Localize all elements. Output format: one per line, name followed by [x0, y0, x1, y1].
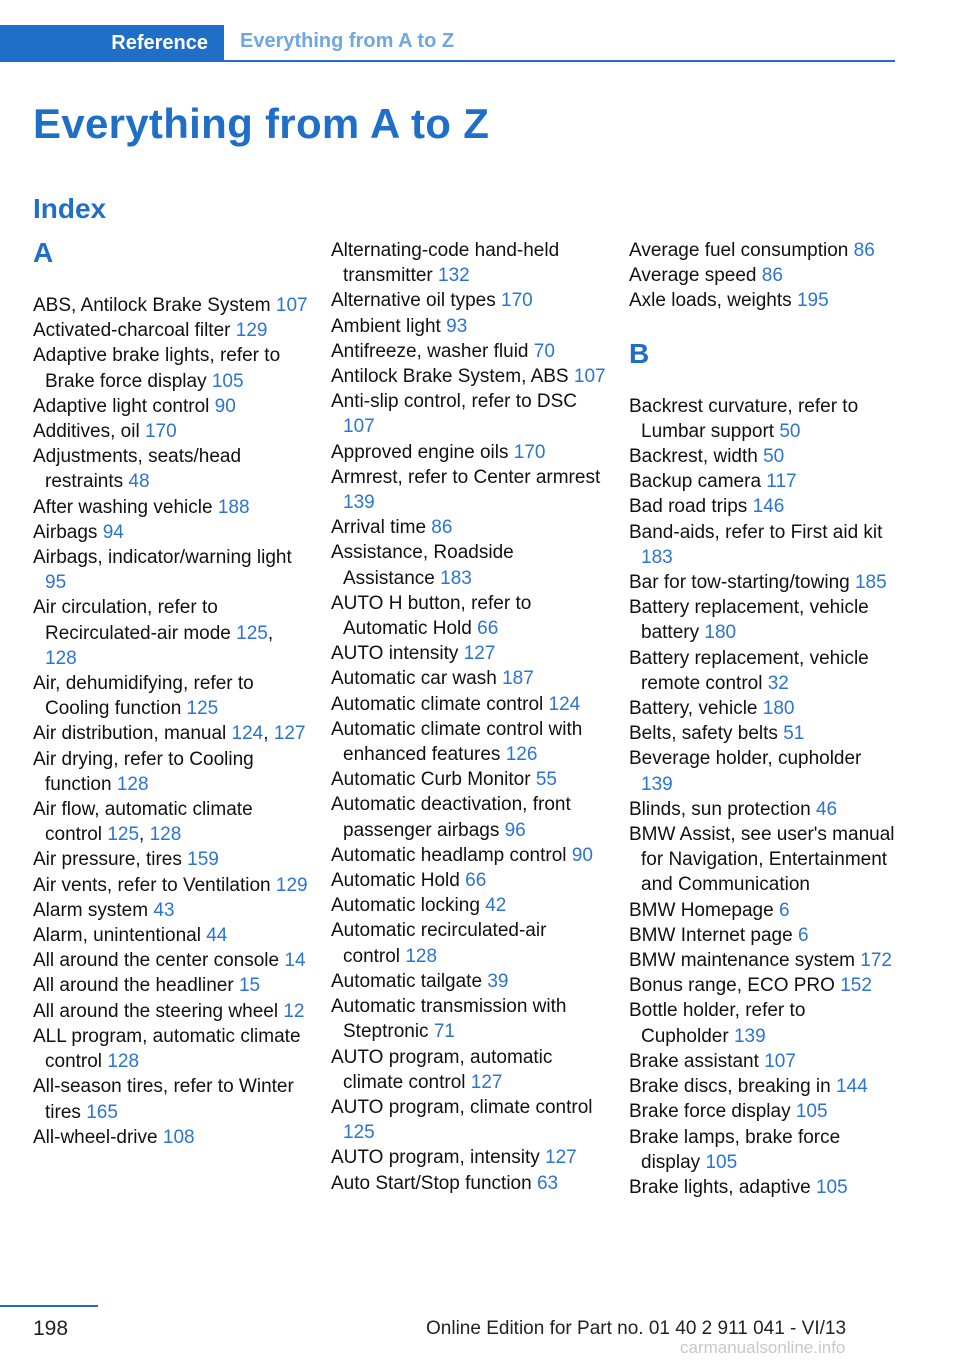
index-entry-text: All around the center console — [33, 950, 280, 972]
index-entry-text: Alternating-code hand-held transmitter — [331, 240, 560, 287]
page-ref-link[interactable]: 124 — [548, 693, 581, 715]
index-entry — [331, 1095, 606, 1145]
page-ref-link[interactable]: 32 — [767, 672, 789, 694]
page-ref-link[interactable]: 139 — [733, 1025, 766, 1047]
index-entry-text: AUTO program, intensity — [331, 1147, 540, 1169]
page-ref-link[interactable]: 66 — [477, 618, 499, 640]
page-ref-link[interactable]: 43 — [153, 899, 175, 921]
index-entry — [33, 444, 308, 494]
index-entry-text: Backrest, width — [629, 446, 758, 468]
section-tab-label: Reference — [111, 32, 208, 54]
index-entry — [629, 595, 897, 645]
page-ref-link[interactable]: 170 — [513, 441, 546, 463]
page-ref-link[interactable]: 129 — [235, 320, 268, 342]
page-ref-link[interactable]: 187 — [502, 668, 534, 690]
index-entry — [629, 696, 897, 721]
index-entry-text: Brake lamps, brake force display — [629, 1126, 841, 1173]
index-entry-text: Air drying, refer to Cooling function — [33, 748, 254, 795]
page-ref-link[interactable]: 183 — [641, 546, 673, 568]
header-rule — [0, 60, 895, 62]
index-entry — [629, 1175, 897, 1200]
index-entry — [331, 994, 606, 1044]
page-ref-link[interactable]: 125 — [107, 824, 140, 846]
page-ref-link[interactable]: 127 — [470, 1071, 503, 1093]
index-entry-text: After washing vehicle — [33, 496, 213, 518]
index-entry — [33, 1125, 308, 1150]
index-entry — [33, 394, 308, 419]
index-entry-text: BMW Assist, see user's manual for Navigation, Entertainment and Communication — [629, 824, 895, 896]
page-ref-link[interactable]: 195 — [796, 290, 829, 312]
index-entry-text: AUTO program, automatic climate control — [331, 1046, 553, 1093]
page-ref-link[interactable]: 50 — [763, 446, 785, 468]
page-ref-link[interactable]: 6 — [797, 924, 809, 946]
index-entry — [629, 494, 897, 519]
index-entry — [331, 918, 606, 968]
index-entry — [629, 1125, 897, 1175]
index-entry-text: Belts, safety belts — [629, 723, 778, 745]
index-entry-text: Battery, vehicle — [629, 698, 758, 720]
index-entry-text: Assistance, Roadside Assistance — [331, 542, 514, 589]
page-ref-link[interactable]: 55 — [535, 769, 557, 791]
index-entry-text: Air distribution, manual — [33, 723, 227, 745]
index-entry — [33, 923, 308, 948]
page-ref-link[interactable]: 129 — [275, 874, 308, 896]
index-entry — [629, 1099, 897, 1124]
index-entry — [331, 591, 606, 641]
page-ref-link[interactable]: 107 — [764, 1050, 796, 1072]
index-entry-text: Backup camera — [629, 471, 762, 493]
index-entry — [629, 646, 897, 696]
index-entry — [331, 314, 606, 339]
page-ref-link[interactable]: 15 — [238, 975, 261, 997]
page-ref-link[interactable]: 139 — [343, 492, 375, 514]
page-ref-link[interactable]: 86 — [761, 265, 783, 287]
page-ref-link[interactable]: 48 — [128, 471, 150, 493]
index-entry-text: All around the headliner — [33, 975, 234, 997]
index-entry-text: Airbags — [33, 521, 98, 543]
index-entry — [33, 847, 308, 872]
page-ref-link[interactable]: 90 — [571, 844, 593, 866]
index-entry-text: Bad road trips — [629, 496, 748, 518]
index-entry — [331, 767, 606, 792]
index-entry — [629, 973, 897, 998]
index-column-2 — [331, 238, 606, 1196]
index-entry — [33, 999, 308, 1024]
index-entry-text: All around the steering wheel — [33, 1000, 279, 1022]
index-entry — [331, 288, 606, 313]
index-entry-text: Average fuel consumption — [629, 240, 849, 261]
page-ref-link[interactable]: 46 — [815, 798, 838, 820]
page-ref-link[interactable]: 105 — [211, 370, 244, 392]
index-entry-text: Automatic Curb Monitor — [331, 769, 531, 791]
index-entry — [331, 515, 606, 540]
index-entry-text: Adjustments, seats/head restraints — [33, 446, 242, 493]
page-ref-link[interactable]: 107 — [275, 295, 308, 316]
index-entry — [629, 520, 897, 570]
index-entry — [629, 898, 897, 923]
index-entry — [629, 998, 897, 1048]
index-entry — [331, 440, 606, 465]
index-entry — [629, 721, 897, 746]
page-ref-link[interactable]: 146 — [752, 496, 785, 518]
index-column-3 — [629, 238, 897, 1200]
index-entry-text: AUTO program, climate control — [331, 1096, 593, 1118]
index-entry-text: Automatic Hold — [331, 870, 460, 892]
index-entry-text: Automatic climate control — [331, 693, 544, 715]
index-entry — [629, 263, 897, 288]
index-entry-text: Alarm, unintentional — [33, 925, 201, 947]
index-entry-text: Battery replacement, vehicle battery — [629, 597, 869, 644]
index-entry — [629, 822, 897, 898]
index-entry-text: Air flow, automatic climate control — [33, 799, 253, 846]
index-entry-text: Activated-charcoal filter — [33, 320, 231, 342]
page-ref-link[interactable]: 185 — [854, 572, 887, 594]
page-ref-link[interactable]: 6 — [778, 899, 790, 921]
index-entry-text: Bonus range, ECO PRO — [629, 975, 835, 997]
section-tab — [0, 25, 224, 62]
page-ref-link[interactable]: 127 — [273, 723, 306, 745]
index-entry-text: Automatic locking — [331, 895, 480, 917]
index-entry — [629, 923, 897, 948]
index-entry — [33, 948, 308, 973]
index-entry-text: Air pressure, tires — [33, 849, 182, 871]
index-entry — [331, 1045, 606, 1095]
index-entry-text: Armrest, refer to Center armrest — [331, 466, 601, 488]
index-entry — [331, 465, 606, 515]
page-ref-link[interactable]: 42 — [485, 895, 507, 917]
index-entry-text: Air, dehumidifying, refer to Cooling function — [33, 673, 254, 720]
index-entry — [33, 520, 308, 545]
page-ref-link[interactable]: 180 — [704, 622, 737, 644]
page-ref-link[interactable]: 180 — [762, 698, 795, 720]
index-entry-text: Air circulation, refer to Recirculated-air mode — [33, 597, 231, 644]
index-entry — [629, 797, 897, 822]
page-ref-link[interactable]: 132 — [438, 265, 470, 287]
index-entry-text: Adaptive brake lights, refer to Brake force display — [33, 345, 281, 392]
index-entry-text: Brake discs, breaking in — [629, 1076, 831, 1098]
index-entry — [331, 364, 606, 389]
index-entry — [331, 389, 606, 439]
index-entry: Air flow, automatic climate control 125, 128 — [33, 799, 253, 846]
header-title: Everything from A to Z — [240, 30, 455, 52]
index-entry — [331, 717, 606, 767]
index-entry-text: Axle loads, weights — [629, 290, 792, 312]
page-ref-link[interactable]: 124 — [231, 723, 264, 745]
page-ref-link[interactable]: 105 — [815, 1176, 848, 1198]
page-ref-link[interactable]: 126 — [505, 744, 538, 766]
page-ref-link[interactable]: 127 — [463, 643, 496, 665]
index-entry-text: Battery replacement, vehicle remote control — [629, 647, 869, 694]
index-entry: Air distribution, manual 124, 127 — [33, 723, 306, 745]
index-entry-text: Automatic deactivation, front passenger airbags — [331, 794, 571, 841]
page-ref-link[interactable]: 66 — [465, 870, 487, 892]
page-ref-link[interactable]: 125 — [236, 622, 268, 644]
page-ref-link[interactable]: 125 — [343, 1122, 375, 1144]
page-ref-link[interactable]: 70 — [533, 340, 555, 362]
index-entry-text: Anti-slip control, refer to DSC — [331, 391, 578, 413]
index-entry-text: Arrival time — [331, 517, 427, 539]
page-ref-link[interactable]: 107 — [343, 416, 375, 438]
index-entry: Air circulation, refer to Recirculated-air mode 125, 128 — [33, 597, 274, 669]
index-entry — [629, 394, 897, 444]
index-entry-text: Approved engine oils — [331, 441, 509, 463]
index-entry-text: Alarm system — [33, 899, 149, 921]
page-ref-link[interactable]: 170 — [501, 290, 533, 312]
index-entry — [629, 570, 897, 595]
index-entry — [629, 1074, 897, 1099]
index-entry-text: Bar for tow-starting/towing — [629, 572, 850, 594]
index-entry — [33, 671, 308, 721]
index-entry — [331, 893, 606, 918]
watermark: carmanualsonline.info — [680, 1338, 846, 1357]
page-ref-link[interactable]: 144 — [836, 1076, 868, 1098]
index-entry-text: Band-aids, refer to First aid kit — [629, 521, 883, 543]
index-entry — [331, 843, 606, 868]
index-entry-text: Bottle holder, refer to Cupholder — [629, 1000, 806, 1047]
index-entry-text: Blinds, sun protection — [629, 798, 811, 820]
index-entry-text: BMW maintenance system — [629, 950, 855, 972]
page-ref-link[interactable]: 183 — [440, 567, 472, 589]
index-entry-text: Brake assistant — [629, 1050, 759, 1072]
index-entry — [331, 238, 606, 288]
page-ref-link[interactable]: 127 — [545, 1147, 577, 1169]
index-entry-text: Average speed — [629, 265, 757, 287]
index-entry-text: All-wheel-drive — [33, 1126, 158, 1148]
page-ref-link[interactable]: 188 — [217, 496, 250, 518]
index-entry — [33, 973, 308, 998]
index-entry-text: Automatic climate control with enhanced features — [331, 718, 583, 766]
index-letter: B — [629, 337, 650, 369]
index-entry-text: Backrest curvature, refer to Lumbar support — [629, 395, 859, 442]
page-ref-link[interactable]: 14 — [284, 950, 306, 972]
index-entry — [331, 1171, 606, 1196]
index-entry-text: Automatic tailgate — [331, 970, 483, 992]
page-ref-link[interactable]: 44 — [206, 925, 228, 947]
index-entry-text: BMW Internet page — [629, 924, 793, 946]
page-ref-link[interactable]: 50 — [779, 420, 801, 442]
index-entry-text: Brake force display — [629, 1101, 791, 1123]
page-ref-link[interactable]: 172 — [860, 950, 892, 972]
index-entry-text: AUTO intensity — [331, 643, 459, 665]
page-ref-link[interactable]: 117 — [766, 471, 797, 493]
index-entry — [331, 1145, 606, 1170]
page-ref-link[interactable]: 95 — [45, 572, 67, 594]
index-entry — [33, 1024, 308, 1074]
index-heading: Index — [33, 193, 107, 224]
page-ref-link[interactable]: 12 — [283, 1000, 305, 1022]
index-entry — [629, 1049, 897, 1074]
page-ref-link[interactable]: 86 — [431, 517, 453, 539]
index-entry-text: Air vents, refer to Ventilation — [33, 874, 271, 896]
index-entry-text: Auto Start/Stop function — [331, 1172, 532, 1194]
index-entry — [331, 868, 606, 893]
page-ref-link[interactable]: 139 — [641, 773, 673, 795]
index-entry — [331, 540, 606, 590]
index-entry-text: Airbags, indicator/warning light — [33, 547, 292, 569]
index-entry-text: ALL program, automatic climate control — [33, 1025, 301, 1073]
index-entry — [629, 288, 897, 313]
index-entry — [331, 666, 606, 691]
index-entry — [33, 898, 308, 923]
page-ref-link[interactable]: 90 — [214, 395, 236, 417]
page-ref-link[interactable]: 107 — [573, 366, 606, 388]
edition-note: Online Edition for Part no. 01 40 2 911 041 - VI/13 — [426, 1318, 847, 1339]
page-ref-link[interactable]: 128 — [45, 647, 77, 669]
index-letter: A — [33, 237, 54, 268]
index-entry-text: All-season tires, refer to Winter tires — [33, 1076, 294, 1123]
index-entry-text: Ambient light — [331, 315, 441, 337]
index-entry-text: Brake lights, adaptive — [629, 1176, 811, 1198]
page-ref-link[interactable]: 39 — [487, 970, 509, 992]
index-entry — [33, 1074, 308, 1124]
page-ref-link[interactable]: 128 — [116, 773, 149, 795]
index-entry-text: Automatic recirculated-air control — [331, 920, 547, 967]
index-entry-text: Automatic headlamp control — [331, 844, 567, 866]
page-ref-link[interactable]: 128 — [405, 945, 438, 967]
index-entry — [331, 692, 606, 717]
index-entry — [33, 318, 308, 343]
index-entry — [33, 419, 308, 444]
page-ref-link[interactable]: 125 — [186, 698, 219, 720]
index-entry — [629, 238, 897, 263]
page-ref-link[interactable]: 165 — [86, 1101, 118, 1123]
page-ref-link[interactable]: 71 — [433, 1021, 455, 1043]
page-ref-link[interactable]: 93 — [446, 315, 468, 337]
index-entry-text: Beverage holder, cupholder — [629, 748, 862, 770]
index-entry — [33, 545, 308, 595]
index-entry — [629, 444, 897, 469]
page-ref-link[interactable]: 170 — [144, 421, 177, 443]
page-ref-link[interactable]: 63 — [536, 1172, 559, 1194]
index-entry-text: Automatic car wash — [331, 668, 497, 690]
index-entry — [331, 641, 606, 666]
index-entry-text: Antifreeze, washer fluid — [331, 340, 529, 362]
index-entry — [331, 792, 606, 842]
page-ref-link[interactable]: 152 — [840, 975, 872, 997]
index-entry — [629, 746, 897, 796]
page-ref-link[interactable]: 105 — [795, 1101, 828, 1123]
page-ref-link[interactable]: 51 — [783, 723, 805, 745]
index-entry — [629, 948, 897, 973]
page-ref-link[interactable]: 108 — [162, 1126, 195, 1148]
page-ref-link[interactable]: 128 — [149, 824, 182, 846]
index-entry-text: Antilock Brake System, ABS — [331, 366, 569, 388]
index-entry — [33, 495, 308, 520]
index-entry-text: ABS, Antilock Brake System — [33, 295, 271, 316]
footer-rule — [0, 1305, 98, 1307]
index-entry — [33, 343, 308, 393]
index-entry — [331, 969, 606, 994]
page-title: Everything from A to Z — [33, 100, 490, 147]
index-entry — [33, 293, 308, 318]
page-ref-link[interactable]: 94 — [102, 521, 124, 543]
index-entry-text: Additives, oil — [33, 421, 140, 443]
index-entry-text: AUTO H button, refer to Automatic Hold — [331, 592, 532, 640]
page-ref-link[interactable]: 105 — [705, 1151, 738, 1173]
index-entry-text: Alternative oil types — [331, 290, 496, 312]
index-entry — [331, 339, 606, 364]
index-entry — [629, 469, 897, 494]
index-entry-text: BMW Homepage — [629, 899, 774, 921]
page-ref-link[interactable]: 159 — [187, 849, 219, 871]
index-entry — [33, 747, 308, 797]
index-entry-text: Automatic transmission with Steptronic — [331, 996, 567, 1043]
page-number: 198 — [33, 1317, 69, 1340]
index-column-1 — [33, 238, 308, 1150]
index-entry — [33, 873, 308, 898]
page-ref-link[interactable]: 86 — [853, 240, 875, 261]
page-ref-link[interactable]: 96 — [504, 819, 526, 841]
index-entry-text: Adaptive light control — [33, 395, 210, 417]
page-ref-link[interactable]: 128 — [107, 1051, 140, 1073]
